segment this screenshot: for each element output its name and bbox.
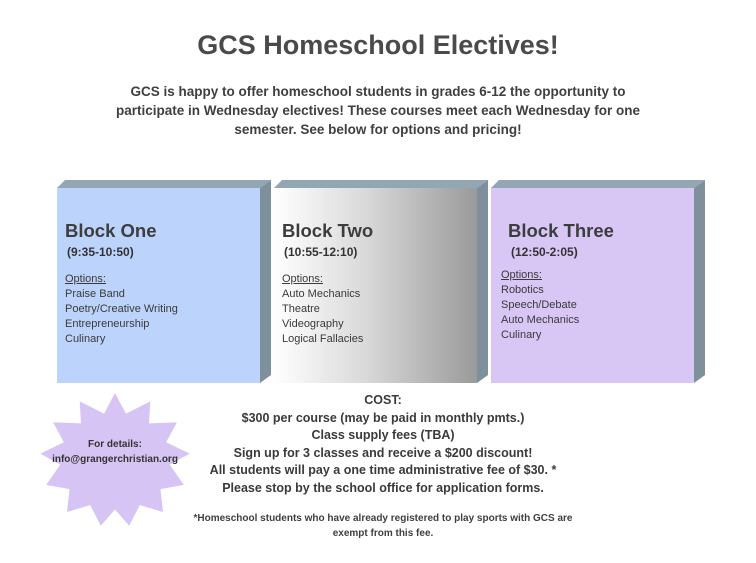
block-face bbox=[274, 188, 477, 383]
block-time: (9:35-10:50) bbox=[67, 245, 134, 259]
block-options bbox=[501, 268, 579, 343]
option-item: Culinary bbox=[501, 329, 542, 341]
option-item: Theatre bbox=[282, 303, 320, 315]
details-label: For details: bbox=[88, 439, 142, 450]
block-side-edge bbox=[260, 180, 271, 383]
block-face bbox=[57, 188, 260, 383]
details-email: info@grangerchristian.org bbox=[52, 454, 178, 465]
intro-text: GCS is happy to offer homeschool students in grades 6-12 the opportunity to participate in Wednesday electives! These courses meet each Wednesday for one semester. See below for options and pricing! bbox=[116, 84, 640, 137]
page-title: GCS Homeschool Electives! bbox=[197, 30, 559, 60]
cost-heading: COST: bbox=[364, 393, 402, 407]
block-three-card bbox=[491, 180, 705, 383]
block-top-edge bbox=[57, 180, 271, 188]
options-label: Options: bbox=[501, 269, 542, 281]
block-time: (12:50-2:05) bbox=[511, 245, 578, 259]
option-item: Auto Mechanics bbox=[282, 288, 361, 300]
block-name: Block Two bbox=[282, 220, 374, 241]
block-face bbox=[491, 188, 694, 383]
block-two-card bbox=[274, 180, 488, 383]
option-item: Auto Mechanics bbox=[501, 314, 580, 326]
cost-line: $300 per course (may be paid in monthly pmts.) bbox=[241, 410, 525, 425]
option-item: Entrepreneurship bbox=[65, 318, 150, 330]
cost-line: Sign up for 3 classes and receive a $200 discount! bbox=[233, 445, 533, 460]
option-item: Logical Fallacies bbox=[282, 333, 364, 345]
block-time: (10:55-12:10) bbox=[284, 245, 358, 259]
option-item: Culinary bbox=[65, 333, 106, 345]
block-side-edge bbox=[477, 180, 488, 383]
block-options bbox=[282, 272, 363, 347]
block-one-card bbox=[57, 180, 271, 383]
cost-line: All students will pay a one time administrative fee of $30. * bbox=[209, 463, 557, 477]
block-side-edge bbox=[694, 180, 705, 383]
option-item: Robotics bbox=[501, 284, 544, 296]
footnote: *Homeschool students who have already registered to play sports with GCS are exempt from this fee. bbox=[193, 513, 573, 539]
block-options bbox=[65, 272, 178, 347]
block-name: Block Three bbox=[508, 220, 614, 241]
options-label: Options: bbox=[65, 273, 106, 285]
cost-line: Class supply fees (TBA) bbox=[311, 428, 455, 442]
details-callout bbox=[40, 437, 190, 467]
block-top-edge bbox=[491, 180, 705, 188]
cost-line: Please stop by the school office for application forms. bbox=[222, 480, 544, 495]
option-item: Videography bbox=[282, 318, 344, 330]
options-label: Options: bbox=[282, 273, 323, 285]
option-item: Poetry/Creative Writing bbox=[65, 303, 178, 315]
option-item: Praise Band bbox=[65, 288, 125, 300]
block-top-edge bbox=[274, 180, 488, 188]
block-name: Block One bbox=[65, 220, 157, 241]
option-item: Speech/Debate bbox=[501, 299, 577, 311]
cost-section bbox=[190, 392, 576, 497]
